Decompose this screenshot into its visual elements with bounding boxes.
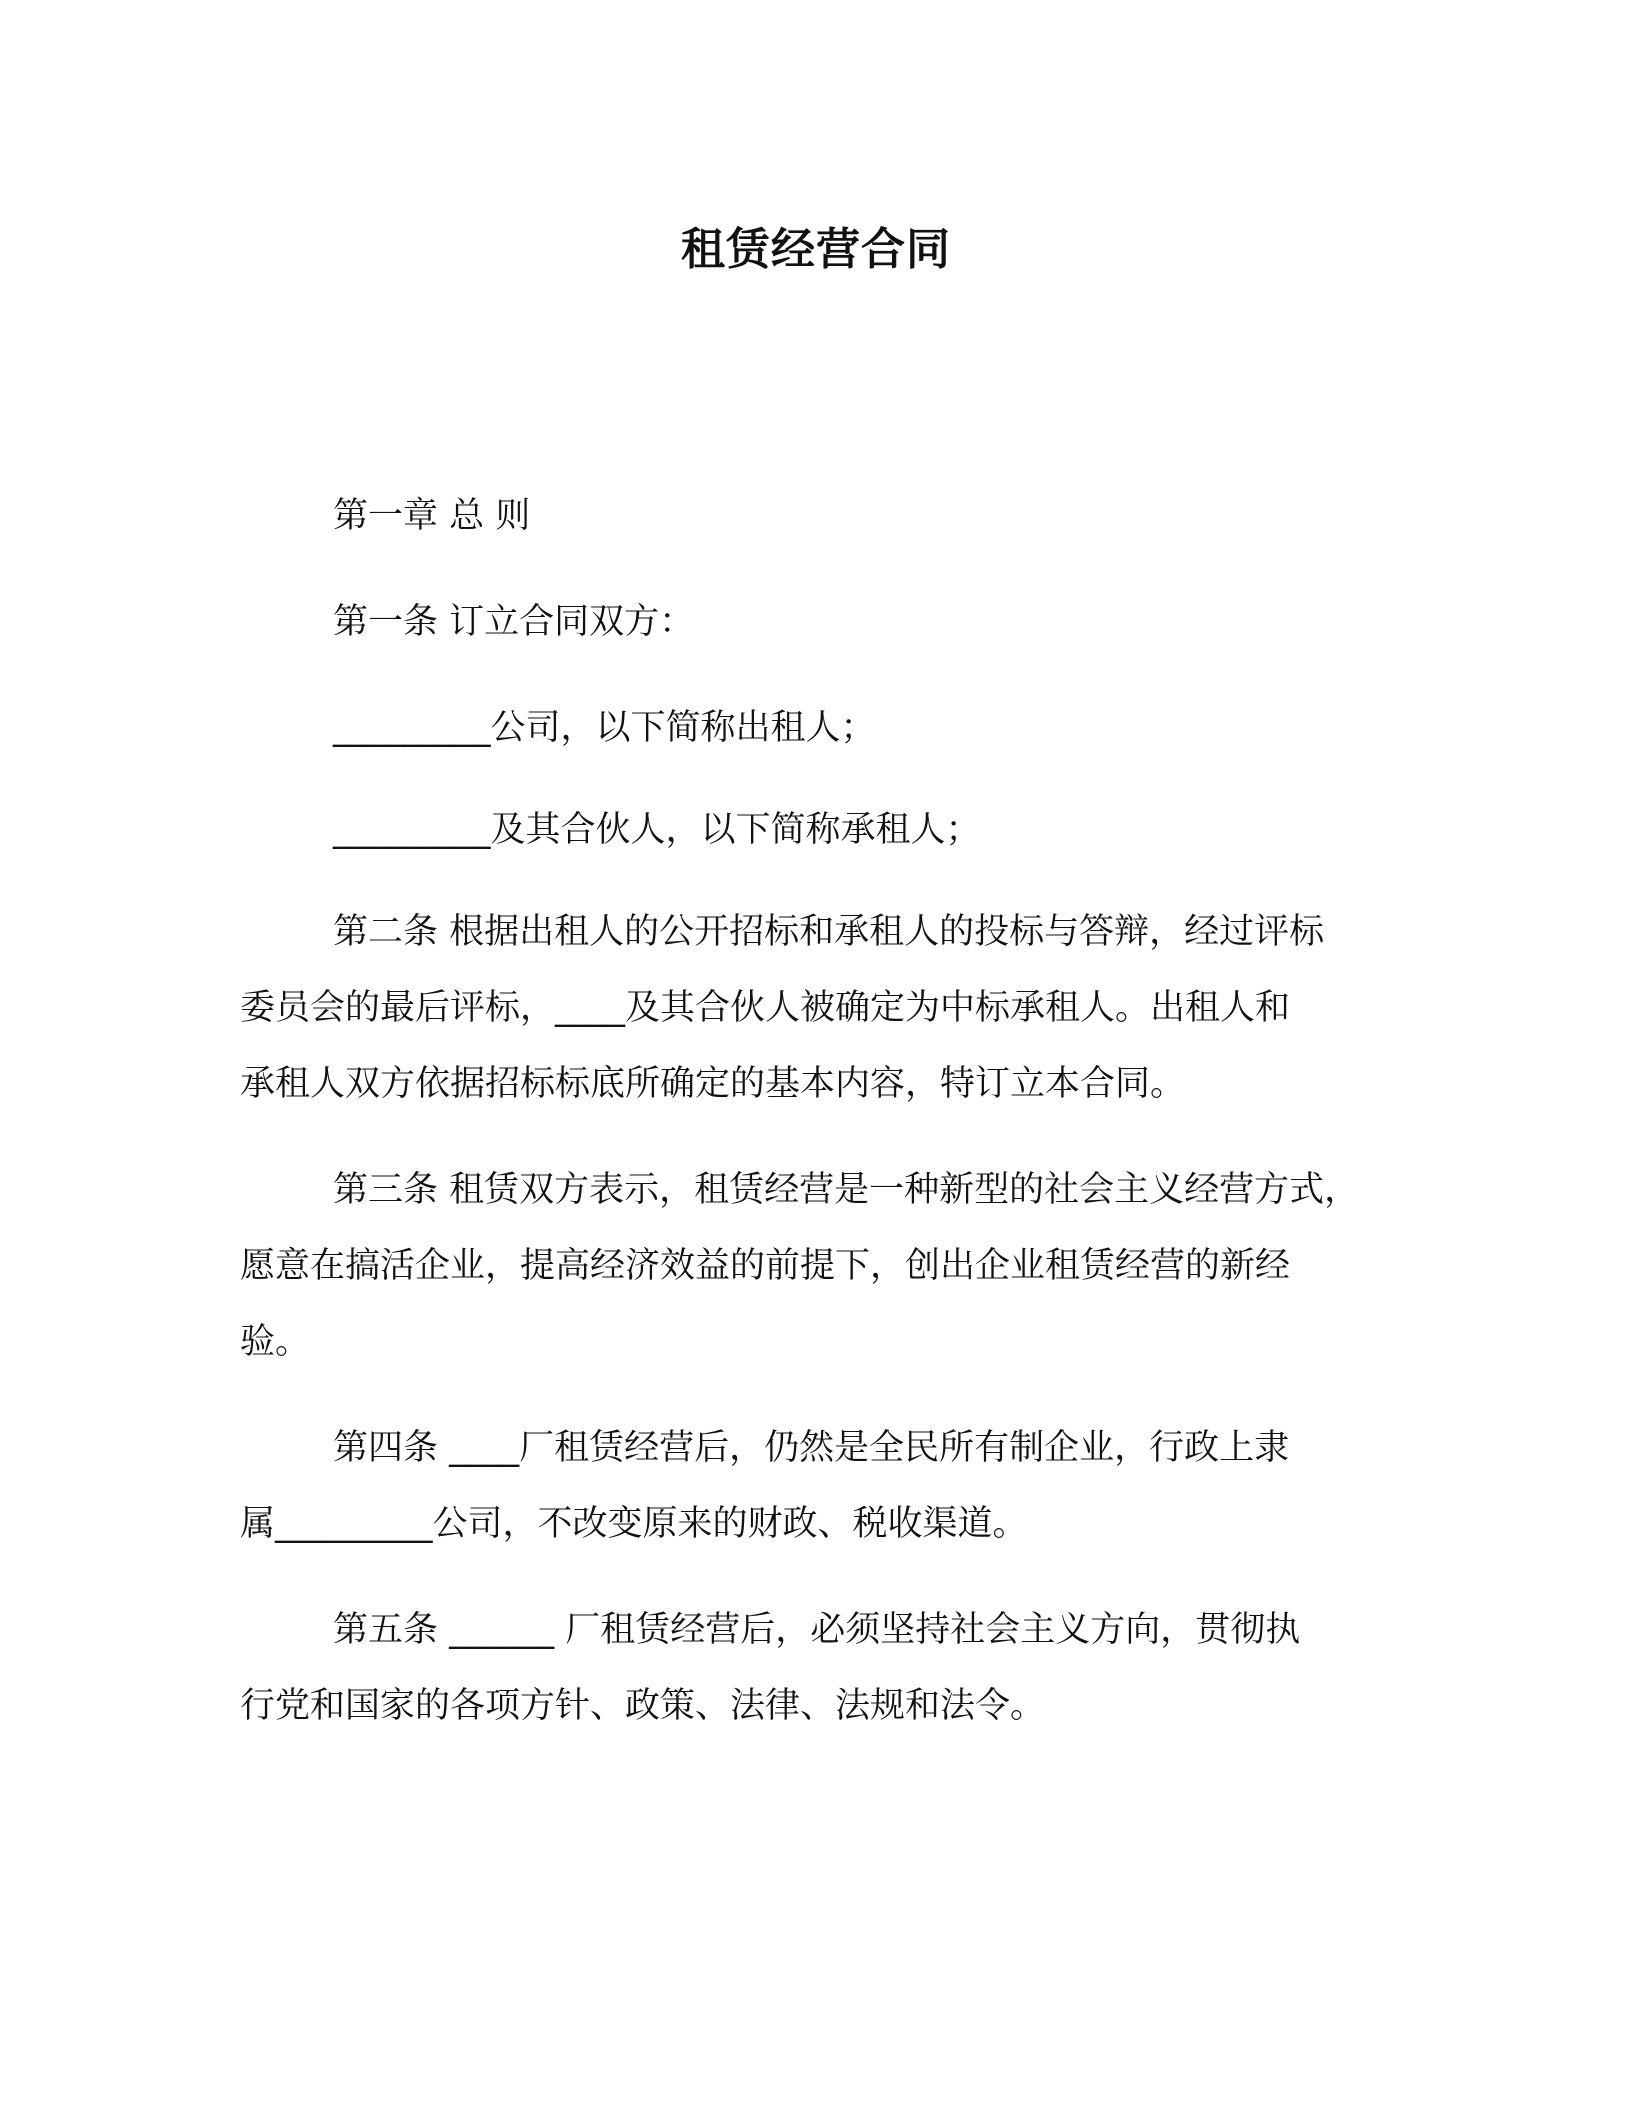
article-2-line-1: 第二条 根据出租人的公开招标和承租人的投标与答辩，经过评标: [333, 912, 1325, 952]
article-2-line-2: 委员会的最后评标，____及其合伙人被确定为中标承租人。出租人和: [240, 988, 1291, 1028]
article-5-line-1: 第五条 ______ 厂租赁经营后，必须坚持社会主义方向，贯彻执: [333, 1610, 1301, 1650]
article-3-line-1: 第三条 租赁双方表示，租赁经营是一种新型的社会主义经营方式，: [333, 1170, 1360, 1210]
document-title: 租赁经营合同: [681, 224, 951, 275]
article-1-lessor: _________公司，以下简称出租人；: [333, 708, 876, 748]
article-5-line-2: 行党和国家的各项方针、政策、法律、法规和法令。: [240, 1686, 1046, 1726]
article-3-line-2: 愿意在搞活企业，提高经济效益的前提下，创出企业租赁经营的新经: [240, 1246, 1291, 1286]
article-4-line-1: 第四条 ____厂租赁经营后，仍然是全民所有制企业，行政上隶: [333, 1428, 1290, 1468]
article-4-line-2: 属_________公司，不改变原来的财政、税收渠道。: [240, 1504, 1028, 1544]
article-1-heading: 第一条 订立合同双方：: [333, 602, 695, 642]
article-3-line-3: 验。: [240, 1322, 311, 1362]
chapter-heading: 第一章 总 则: [333, 496, 531, 536]
article-2-line-3: 承租人双方依据招标标底所确定的基本内容，特订立本合同。: [240, 1064, 1186, 1104]
article-1-lessee: _________及其合伙人，以下简称承租人；: [333, 810, 981, 850]
